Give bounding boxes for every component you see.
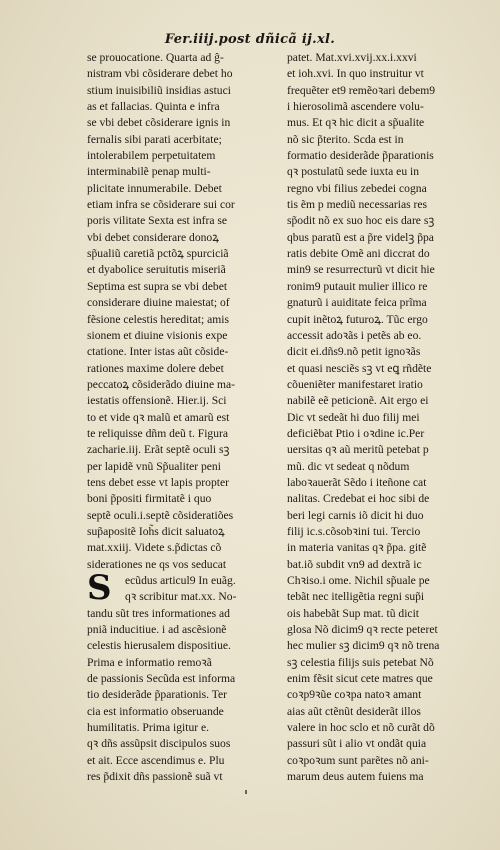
line-text: accessit adoꝛãs i petẽs ab eo.	[287, 328, 422, 342]
text-line	[287, 262, 497, 278]
text-line	[125, 589, 287, 605]
line-text: Chꝛiso.i ome. Nichil sp̃uale pe	[287, 574, 430, 587]
line-text: pniã inducitiue. i ad ascẽsionẽ	[87, 623, 227, 637]
text-line	[287, 410, 497, 426]
running-header: Fer.iiij.post dñicã ij.xl.	[164, 32, 336, 47]
text-line	[287, 671, 497, 687]
line-text: zacharie.iij. Erãt septẽ oculi sꝫ	[87, 443, 230, 457]
line-text: tis ẽm p mediũ necessarias res	[287, 198, 428, 212]
text-line	[287, 115, 497, 131]
line-text: interminabilẽ penap multi-	[87, 165, 211, 179]
text-line	[287, 508, 497, 524]
line-text: fẽsione celestis hereditat; amis	[87, 312, 229, 326]
line-text: fernalis sibi parati acerbitate;	[87, 132, 222, 146]
text-line	[287, 230, 497, 246]
line-text: vbi debet considerare donoꝝ	[87, 230, 219, 244]
line-text: qꝛ scribitur mat.xx. No-	[125, 590, 237, 604]
text-line	[287, 524, 497, 540]
line-text: boni p̃positi firmitatẽ i quo	[87, 492, 212, 506]
text-line	[87, 540, 287, 556]
line-text: septẽ oculi.i.septẽ cõsideratiões	[87, 508, 234, 522]
text-line	[287, 442, 497, 458]
line-text: se vbi debet cõsiderare ignis in	[87, 116, 231, 130]
line-text: cupit inẽtoꝝ futuroꝝ. Tũc ergo	[287, 312, 428, 326]
line-text: cõueniẽter manifestaret iratio	[287, 377, 423, 391]
line-text: coꝛp9ꝛũe coꝛpa natoꝛ amant	[287, 688, 422, 702]
line-text: poris vilitate Sexta est infra se	[87, 214, 228, 228]
text-line	[287, 377, 497, 393]
text-line	[287, 312, 497, 328]
text-line	[287, 704, 497, 720]
line-text: gnaturũ i auiditate feica prĩma	[287, 296, 427, 310]
text-line	[287, 769, 497, 785]
line-text: filij ic.s.cõsobꝛini tui. Tercio	[287, 524, 421, 538]
line-text: hec mulier sꝫ dicim9 qꝛ nõ trena	[287, 639, 440, 653]
line-text: rationes maxime dolere debet	[87, 361, 224, 375]
text-line	[287, 622, 497, 638]
left-column	[87, 50, 287, 785]
text-line	[287, 295, 497, 311]
line-text: iestatis offensionẽ. Hier.ij. Sci	[87, 394, 227, 408]
text-line	[287, 99, 497, 115]
text-line	[287, 540, 497, 556]
line-text: mat.xxiij. Videte s.p̃dictas cõ	[87, 541, 222, 555]
text-line	[87, 181, 287, 197]
line-text: formatio desiderãde p̃parationis	[287, 149, 434, 163]
line-text: stium inuisibiliũ insidias astuci	[87, 83, 231, 97]
text-line	[287, 132, 497, 148]
drop-capital: S	[87, 568, 112, 608]
text-line	[287, 589, 497, 605]
text-line	[87, 279, 287, 295]
text-line	[287, 655, 497, 671]
text-line	[87, 671, 287, 687]
line-text: ratis debite Omẽ ani diccrat do	[287, 247, 430, 261]
text-line	[87, 83, 287, 99]
line-text: cia est informatio obseruande	[87, 704, 224, 718]
text-line	[287, 475, 497, 491]
page-speck	[245, 790, 247, 794]
text-line	[87, 557, 287, 573]
text-line	[87, 295, 287, 311]
line-text: marum deus autem fuiens ma	[287, 770, 424, 784]
line-text: deficiẽbat Ptio i oꝛdine ic.Per	[287, 426, 425, 440]
line-text: qꝛ dñs assũpsit discipulos suos	[87, 737, 231, 751]
line-text: et ait. Ecce ascendimus e. Plu	[87, 753, 225, 767]
line-text: enim fẽsit sicut cete matres que	[287, 672, 433, 686]
line-text: tebãt nec itelligẽtia regni sup̃i	[287, 590, 425, 604]
line-text: sp̃ualiũ caretiã pctõꝝ spurciciã	[87, 247, 229, 261]
line-text: nabilẽ eẽ peticionẽ. Ait ergo ei	[287, 394, 429, 408]
text-line	[287, 181, 497, 197]
text-line	[287, 197, 497, 213]
text-line	[287, 606, 497, 622]
line-text: to et vide qꝛ malũ et amarũ est	[87, 410, 230, 424]
text-line	[287, 213, 497, 229]
line-text: et quasi nesciẽs sꝫ vt eꝗ rñdẽte	[287, 361, 432, 375]
line-text: Septima est supra se vbi debet	[87, 279, 228, 293]
text-line	[87, 687, 287, 703]
line-text: tio desiderãde p̃parationis. Ter	[87, 688, 227, 702]
text-line	[287, 246, 497, 262]
line-text: patet. Mat.xvi.xvij.xx.i.xxvi	[287, 51, 417, 64]
text-line	[87, 655, 287, 671]
text-line	[87, 115, 287, 131]
line-text: sp̃odit nõ ex suo hoc eis dare sꝫ	[287, 214, 435, 228]
line-text: considerare diuine maiestat; of	[87, 296, 230, 310]
line-text: laboꝛauerãt Sẽdo i iteñone cat	[287, 475, 427, 489]
line-text: sup̃apositẽ Ioh̃s dicit saluatoꝝ	[87, 524, 225, 538]
line-text: min9 se resurrecturũ vt dicit hie	[287, 263, 435, 277]
text-line	[87, 50, 287, 66]
line-text: coꝛpoꝛum sunt parẽtes nõ ani-	[287, 753, 429, 767]
text-line	[87, 262, 287, 278]
line-text: as et fallacias. Quinta e infra	[87, 100, 220, 114]
text-line	[287, 279, 497, 295]
line-text: Dic vt sedeãt hi duo filij mei	[287, 410, 420, 424]
line-text: Prima e informatio remoꝛã	[87, 655, 212, 669]
text-line	[87, 508, 287, 524]
line-text: ctatione. Inter istas aũt cõside-	[87, 345, 229, 359]
text-line	[87, 164, 287, 180]
text-line	[87, 769, 287, 785]
text-line	[87, 377, 287, 393]
text-line	[287, 328, 497, 344]
line-text: sionem et diuine visionis expe	[87, 328, 228, 342]
text-line	[87, 410, 287, 426]
line-text: tens debet esse vt lapis propter	[87, 475, 229, 489]
line-text: peccatoꝝ cõsiderãdo diuine ma-	[87, 377, 236, 391]
line-text: celestis hierusalem dispositiue.	[87, 639, 231, 653]
line-text: frequẽter et9 remẽoꝛari debem9	[287, 83, 436, 97]
right-column	[287, 50, 497, 785]
line-text: ois habebãt Sup mat. tũ dicit	[287, 606, 420, 620]
line-text: siderationes ne qs vos seducat	[87, 557, 227, 571]
line-text: in materia vanitas qꝛ p̃pa. gitẽ	[287, 541, 427, 555]
text-line	[87, 213, 287, 229]
text-line	[87, 459, 287, 475]
text-line	[287, 638, 497, 654]
line-text: beri legi carnis iõ dicit hi duo	[287, 508, 424, 522]
text-line	[87, 524, 287, 540]
text-line	[287, 344, 497, 360]
line-text: passuri sũt i alio vt ondãt quia	[287, 737, 427, 751]
line-text: te reliquisse dñm deũ t. Figura	[87, 426, 229, 440]
text-line	[87, 230, 287, 246]
line-text: aias aũt ctẽnũt desiderãt illos	[287, 704, 421, 718]
text-line	[87, 312, 287, 328]
line-text: per lapidẽ vnũ Sp̃ualiter peni	[87, 459, 221, 473]
text-line	[87, 148, 287, 164]
line-text: plicitate innumerabile. Debet	[87, 181, 222, 195]
line-text: intolerabilem perpetuitatem	[87, 149, 216, 163]
text-line	[87, 475, 287, 491]
text-line	[87, 753, 287, 769]
text-line	[287, 83, 497, 99]
line-text: mus. Et qꝛ hic dicit a sp̃ualite	[287, 116, 425, 130]
text-line	[87, 606, 287, 622]
text-line	[87, 132, 287, 148]
text-line	[87, 99, 287, 115]
line-text: ecũdus articul9 In euãg.	[125, 574, 236, 587]
text-line	[87, 720, 287, 736]
text-line	[87, 736, 287, 752]
line-text: glosa Nõ dicim9 qꝛ recte peteret	[287, 623, 438, 637]
text-line	[87, 426, 287, 442]
line-text: qꝛ postulatũ sede iuxta eu in	[287, 165, 420, 179]
line-text: res p̃dixit dñs passionẽ suã vt	[87, 770, 223, 784]
line-text: mũ. dic vt sedeat q nõdum	[287, 459, 410, 473]
line-text: ronim9 putauit mulier illico re	[287, 279, 428, 293]
text-line	[287, 50, 497, 66]
text-line	[287, 720, 497, 736]
line-text: humilitatis. Prima igitur e.	[87, 721, 210, 735]
text-line	[87, 442, 287, 458]
line-text: nalitas. Credebat ei hoc sibi de	[287, 492, 430, 506]
text-line	[287, 573, 497, 589]
line-text: bat.iõ subdit vn9 ad dextrã ic	[287, 557, 422, 571]
line-text: nõ sic p̃terito. Scda est in	[287, 132, 404, 146]
text-line	[287, 557, 497, 573]
text-line	[87, 491, 287, 507]
text-line	[287, 66, 497, 82]
line-text: sꝫ celestia filijs suis petebat Nõ	[287, 655, 434, 669]
line-text: qbus paratũ est a p̃re videlꝫ p̃pa	[287, 230, 434, 244]
text-line	[87, 622, 287, 638]
text-line	[87, 197, 287, 213]
text-line	[87, 704, 287, 720]
text-line	[287, 164, 497, 180]
text-line	[87, 66, 287, 82]
text-line	[287, 491, 497, 507]
text-line	[87, 361, 287, 377]
text-line	[287, 361, 497, 377]
text-line	[287, 459, 497, 475]
line-text: et ioh.xvi. In quo instruitur vt	[287, 67, 424, 81]
text-line	[87, 246, 287, 262]
text-line	[287, 687, 497, 703]
line-text: regno vbi filius zebedei cogna	[287, 181, 427, 195]
text-line	[287, 426, 497, 442]
line-text: tandu sũt tres informationes ad	[87, 606, 230, 620]
line-text: se prouocatione. Quarta ad ĝ-	[87, 51, 224, 64]
line-text: de passionis Secũda est informa	[87, 672, 236, 686]
text-line	[287, 148, 497, 164]
text-line	[287, 393, 497, 409]
text-line	[287, 736, 497, 752]
text-line	[287, 753, 497, 769]
line-text: etiam infra se cõsiderare sui cor	[87, 198, 235, 212]
line-text: valere in hoc sclo et nõ curãt dõ	[287, 721, 435, 735]
text-line	[87, 393, 287, 409]
text-line	[87, 328, 287, 344]
line-text: et dyabolice seruitutis miseriã	[87, 263, 226, 277]
line-text: uersitas qꝛ aũ meritũ petebat p	[287, 443, 429, 457]
text-line	[87, 344, 287, 360]
line-text: i hierosolimã ascendere volu-	[287, 100, 424, 114]
line-text: nistram vbi cõsiderare debet ho	[87, 67, 233, 81]
line-text: dicit ei.dñs9.nõ petit ignoꝛãs	[287, 345, 421, 359]
text-line	[87, 638, 287, 654]
